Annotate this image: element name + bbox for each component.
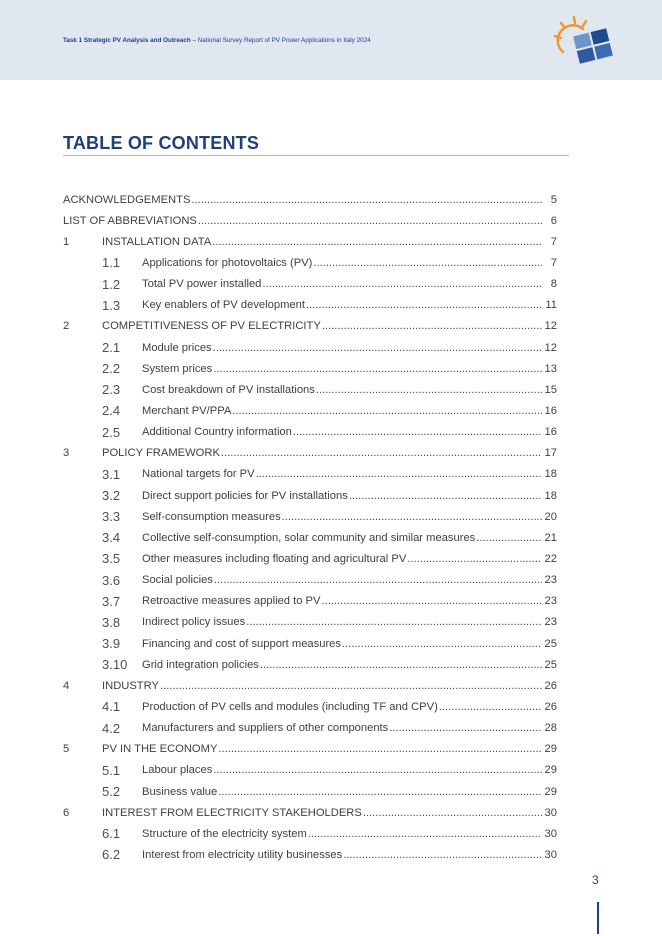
toc-dot-leader: [389, 722, 542, 734]
toc-entry-label: Grid integration policies: [142, 658, 259, 671]
toc-dot-leader: [191, 194, 542, 206]
toc-title: TABLE OF CONTENTS: [63, 133, 260, 153]
toc-entry-label: Social policies: [142, 574, 213, 587]
toc-dot-leader: [321, 595, 542, 607]
toc-entry-label: COMPETITIVENESS OF PV ELECTRICITY: [102, 320, 321, 333]
toc-entry-number: 4.2: [102, 720, 121, 736]
toc-dot-leader: [293, 426, 542, 438]
toc-entry-number: 5.2: [102, 784, 121, 799]
toc-entry-number: 5: [63, 743, 70, 756]
toc-entry-page: 18: [544, 468, 557, 481]
toc-entry-label: Labour places: [142, 764, 213, 777]
toc-entry-number: 3.10: [102, 657, 128, 673]
toc-entry-label: Total PV power installed: [142, 278, 262, 291]
toc-entry-page: 30: [544, 806, 557, 819]
toc-entry-label: Merchant PV/PPA: [142, 404, 232, 417]
toc-dot-leader: [439, 701, 542, 713]
toc-entry-number: 2.2: [102, 361, 121, 377]
header-title: [63, 37, 371, 44]
toc-dot-leader: [308, 828, 542, 840]
toc-entry-number: 3.7: [102, 593, 121, 609]
toc-entry[interactable]: [63, 316, 557, 337]
toc-dot-leader: [343, 849, 542, 861]
toc-dot-leader: [218, 743, 542, 755]
toc-entry-number: 4.1: [102, 699, 121, 715]
toc-entry-page: 15: [544, 383, 557, 396]
toc-dot-leader: [213, 764, 542, 776]
toc-entry-page: 17: [544, 447, 557, 460]
toc-subentry[interactable]: [63, 527, 557, 548]
toc-dot-leader: [213, 363, 542, 375]
toc-subentry[interactable]: [63, 718, 557, 739]
toc-entry-page: 29: [544, 785, 557, 798]
toc-dot-leader: [407, 553, 542, 565]
toc-entry-number: 3.4: [102, 530, 121, 546]
toc-entry-label: Other measures including floating and agricultural PV: [142, 552, 407, 565]
toc-entry-number: 6: [63, 806, 70, 819]
toc-entry-page: 26: [544, 700, 557, 713]
toc-subentry[interactable]: [63, 696, 557, 717]
toc-entry-page: 13: [544, 362, 557, 375]
toc-subentry[interactable]: [63, 485, 557, 506]
toc-subentry[interactable]: [63, 295, 557, 316]
page-number-rule: [597, 902, 599, 934]
toc-entry-page: 30: [544, 848, 557, 861]
toc-entry-page: 30: [544, 827, 557, 840]
toc-dot-leader: [306, 299, 542, 311]
toc-entry[interactable]: [63, 443, 557, 464]
toc-entry[interactable]: [63, 231, 557, 252]
toc-entry-label: INSTALLATION DATA: [102, 235, 212, 248]
toc-entry-page: 12: [544, 341, 557, 354]
toc-entry-label: Financing and cost of support measures: [142, 637, 341, 650]
toc-entry-number: 2.3: [102, 382, 121, 398]
toc-subentry[interactable]: [63, 760, 557, 781]
toc-entry-number: 6.2: [102, 847, 121, 863]
table-of-contents: [63, 189, 557, 866]
toc-entry[interactable]: [63, 802, 557, 823]
toc-entry-page: 28: [544, 722, 557, 735]
toc-subentry[interactable]: [63, 633, 557, 654]
toc-entry-label: ACKNOWLEDGEMENTS: [63, 193, 191, 206]
toc-dot-leader: [213, 342, 542, 354]
toc-entry-number: 2.1: [102, 340, 121, 356]
toc-entry-label: Key enablers of PV development: [142, 299, 305, 312]
toc-entry-page: 21: [544, 531, 557, 544]
toc-subentry[interactable]: [63, 464, 557, 485]
toc-entry-label: System prices: [142, 362, 213, 375]
toc-entry-label: Structure of the electricity system: [142, 827, 307, 840]
toc-entry-label: INTEREST FROM ELECTRICITY STAKEHOLDERS: [102, 806, 362, 819]
page-number: 3: [592, 873, 599, 887]
toc-subentry[interactable]: [63, 612, 557, 633]
toc-dot-leader: [282, 511, 542, 523]
title-divider: [63, 155, 569, 156]
toc-entry-label: Manufacturers and suppliers of other components: [142, 722, 389, 735]
toc-entry-page: 12: [544, 320, 557, 333]
toc-entry-page: 23: [544, 574, 557, 587]
toc-entry-number: 1.3: [102, 297, 121, 313]
toc-entry-label: Module prices: [142, 341, 212, 354]
toc-entry-label: POLICY FRAMEWORK: [102, 447, 220, 460]
toc-entry-page: 23: [544, 595, 557, 608]
toc-subentry[interactable]: [63, 823, 557, 844]
toc-subentry[interactable]: [63, 358, 557, 379]
toc-dot-leader: [260, 659, 542, 671]
toc-entry-page: 6: [550, 214, 557, 227]
page-header: [0, 0, 662, 80]
toc-entry-page: 29: [544, 743, 557, 756]
toc-dot-leader: [322, 320, 542, 332]
toc-entry-number: 3.5: [102, 551, 121, 567]
toc-entry-number: 6.1: [102, 826, 121, 842]
toc-entry-page: 25: [544, 658, 557, 671]
toc-subentry[interactable]: [63, 422, 557, 443]
toc-entry-page: 26: [544, 679, 557, 692]
toc-dot-leader: [342, 638, 542, 650]
toc-subentry[interactable]: [63, 506, 557, 527]
toc-subentry[interactable]: [63, 274, 557, 295]
toc-dot-leader: [232, 405, 542, 417]
toc-dot-leader: [214, 574, 542, 586]
toc-entry-number: 3: [63, 447, 70, 460]
toc-subentry[interactable]: [63, 591, 557, 612]
toc-dot-leader: [246, 616, 542, 628]
toc-entry-label: Applications for photovoltaics (PV): [142, 256, 313, 269]
toc-entry-number: 3.6: [102, 572, 121, 588]
toc-subentry[interactable]: [63, 337, 557, 358]
toc-entry-number: 2.5: [102, 424, 121, 440]
toc-entry-label: National targets for PV: [142, 468, 255, 481]
toc-entry-page: 22: [544, 552, 557, 565]
toc-entry-label: Collective self-consumption, solar community and similar measures: [142, 531, 476, 544]
toc-dot-leader: [476, 532, 542, 544]
toc-entry-page: 29: [544, 764, 557, 777]
toc-entry[interactable]: [63, 210, 557, 231]
toc-dot-leader: [198, 215, 542, 227]
toc-subentry[interactable]: [63, 844, 557, 865]
toc-entry-label: Business value: [142, 785, 218, 798]
toc-entry-page: 18: [544, 489, 557, 502]
toc-dot-leader: [262, 278, 542, 290]
sun-solar-panel-icon: [553, 12, 617, 68]
toc-entry-page: 8: [550, 278, 557, 291]
toc-entry[interactable]: [63, 675, 557, 696]
toc-dot-leader: [221, 447, 542, 459]
header-title-bold: Task 1 Strategic PV Analysis and Outreach: [63, 37, 191, 44]
toc-entry-page: 7: [550, 235, 557, 248]
toc-dot-leader: [349, 490, 542, 502]
toc-subentry[interactable]: [63, 379, 557, 400]
toc-entry-page: 5: [550, 193, 557, 206]
toc-subentry[interactable]: [63, 781, 557, 802]
toc-entry-label: Indirect policy issues: [142, 616, 246, 629]
toc-entry-label: Retroactive measures applied to PV: [142, 595, 321, 608]
toc-dot-leader: [160, 680, 542, 692]
toc-dot-leader: [212, 236, 542, 248]
toc-entry-number: 3.1: [102, 466, 121, 482]
toc-entry-page: 11: [545, 299, 557, 312]
toc-entry-page: 20: [544, 510, 557, 523]
toc-entry-number: 3.3: [102, 509, 121, 525]
toc-entry-label: Direct support policies for PV installations: [142, 489, 348, 502]
toc-entry-number: 1.2: [102, 276, 121, 292]
toc-entry-number: 1: [63, 235, 70, 248]
toc-entry-number: 3.9: [102, 636, 121, 652]
toc-subentry[interactable]: [63, 252, 557, 273]
header-title-rest: – National Survey Report of PV Power Applications in Italy 2024: [190, 37, 371, 44]
toc-entry-label: Interest from electricity utility businesses: [142, 848, 343, 861]
toc-dot-leader: [316, 384, 542, 396]
toc-entry-page: 7: [550, 256, 557, 269]
toc-entry-label: Cost breakdown of PV installations: [142, 383, 315, 396]
toc-entry-number: 4: [63, 679, 70, 692]
toc-subentry[interactable]: [63, 548, 557, 569]
toc-subentry[interactable]: [63, 570, 557, 591]
toc-dot-leader: [218, 786, 542, 798]
toc-dot-leader: [256, 468, 542, 480]
toc-entry[interactable]: [63, 189, 557, 210]
toc-entry[interactable]: [63, 739, 557, 760]
toc-entry-number: 2.4: [102, 403, 121, 419]
toc-subentry[interactable]: [63, 400, 557, 421]
toc-entry-page: 16: [544, 426, 557, 439]
toc-entry-page: 25: [544, 637, 557, 650]
toc-entry-number: 3.2: [102, 488, 121, 504]
toc-entry-label: Self-consumption measures: [142, 510, 281, 523]
toc-subentry[interactable]: [63, 654, 557, 675]
toc-entry-number: 1.1: [102, 255, 121, 271]
toc-entry-label: Additional Country information: [142, 426, 292, 439]
toc-entry-label: INDUSTRY: [102, 679, 159, 692]
toc-entry-number: 2: [63, 320, 70, 333]
toc-dot-leader: [313, 257, 542, 269]
toc-dot-leader: [363, 807, 542, 819]
toc-entry-label: Production of PV cells and modules (including TF and CPV): [142, 700, 438, 713]
toc-entry-label: LIST OF ABBREVIATIONS: [63, 214, 197, 227]
toc-entry-number: 5.1: [102, 762, 121, 778]
toc-entry-label: PV IN THE ECONOMY: [102, 743, 218, 756]
toc-entry-number: 3.8: [102, 614, 121, 630]
toc-entry-page: 16: [544, 404, 557, 417]
toc-entry-page: 23: [544, 616, 557, 629]
